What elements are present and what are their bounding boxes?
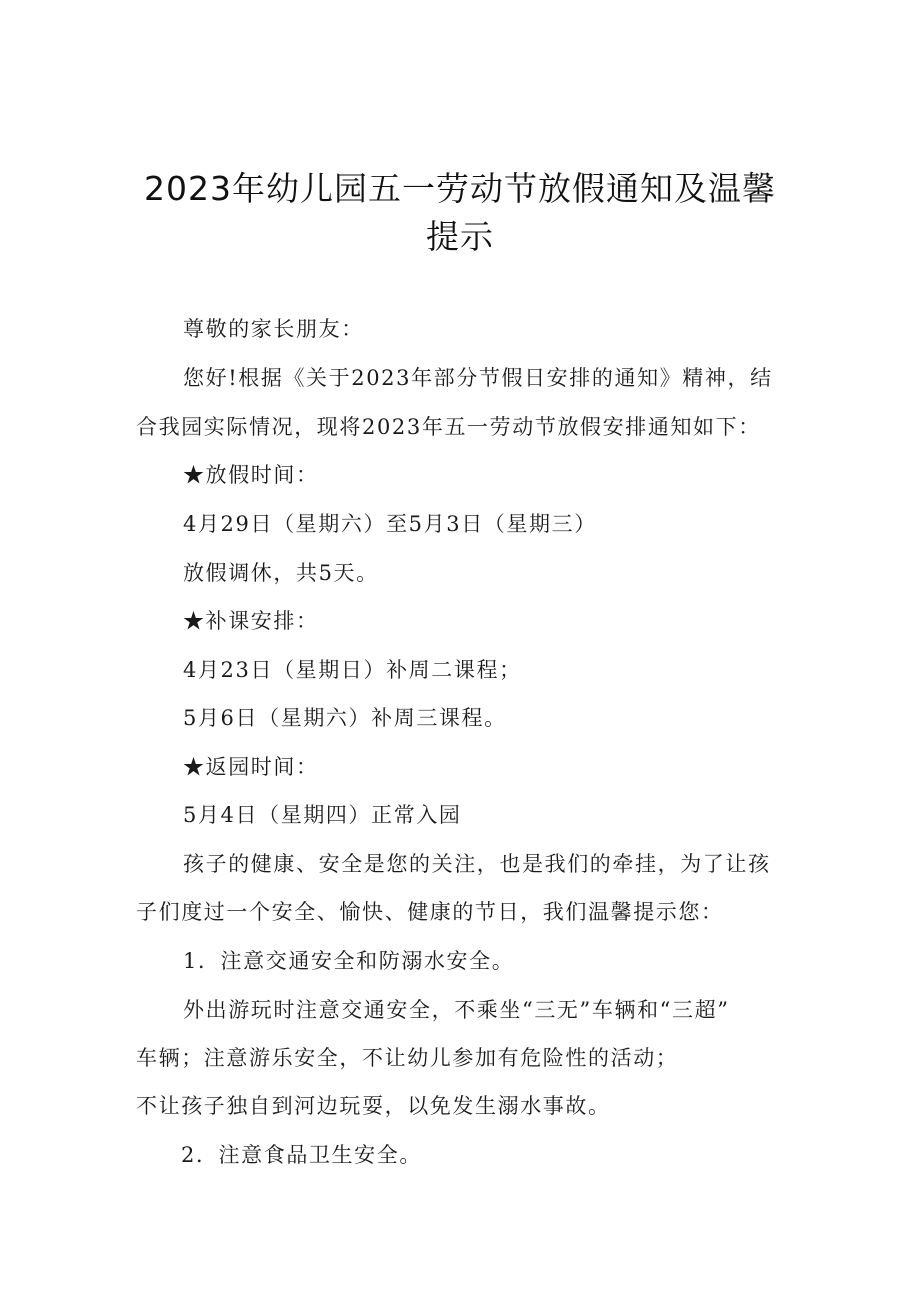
return-date: 5月4日（星期四）正常入园 xyxy=(183,803,462,827)
makeup-item-2: 5月6日（星期六）补周三课程。 xyxy=(183,706,507,730)
tip-1-line-2: 车辆；注意游乐安全，不让幼儿参加有危险性的活动； xyxy=(136,1046,679,1070)
greeting: 尊敬的家长朋友： xyxy=(183,317,364,341)
care-line-2: 子们度过一个安全、愉快、健康的节日，我们温馨提示您： xyxy=(136,900,724,924)
tip-1-heading: 1．注意交通安全和防溺水安全。 xyxy=(183,949,515,973)
return-heading: ★返园时间： xyxy=(183,755,319,779)
holiday-dates: 4月29日（星期六）至5月3日（星期三） xyxy=(183,512,597,536)
holiday-heading: ★放假时间： xyxy=(183,463,319,487)
intro-line-1: 您好!根据《关于2023年部分节假日安排的通知》精神，结 xyxy=(183,366,773,390)
care-line-1: 孩子的健康、安全是您的关注，也是我们的牵挂，为了让孩 xyxy=(183,852,771,876)
document-title-line-1: 2023年幼儿园五一劳动节放假通知及温馨 xyxy=(144,169,776,208)
makeup-item-1: 4月23日（星期日）补周二课程； xyxy=(183,658,522,682)
tip-1-line-1: 外出游玩时注意交通安全，不乘坐“三无”车辆和“三超” xyxy=(183,998,730,1022)
tip-1-line-3: 不让孩子独自到河边玩耍，以免发生溺水事故。 xyxy=(136,1094,611,1118)
document-title-line-2: 提示 xyxy=(426,217,494,256)
intro-line-2: 合我园实际情况，现将2023年五一劳动节放假安排通知如下： xyxy=(136,415,761,439)
makeup-heading: ★补课安排： xyxy=(183,609,319,633)
holiday-total: 放假调休，共5天。 xyxy=(183,561,379,585)
tip-2-heading: 2．注意食品卫生安全。 xyxy=(181,1143,422,1167)
